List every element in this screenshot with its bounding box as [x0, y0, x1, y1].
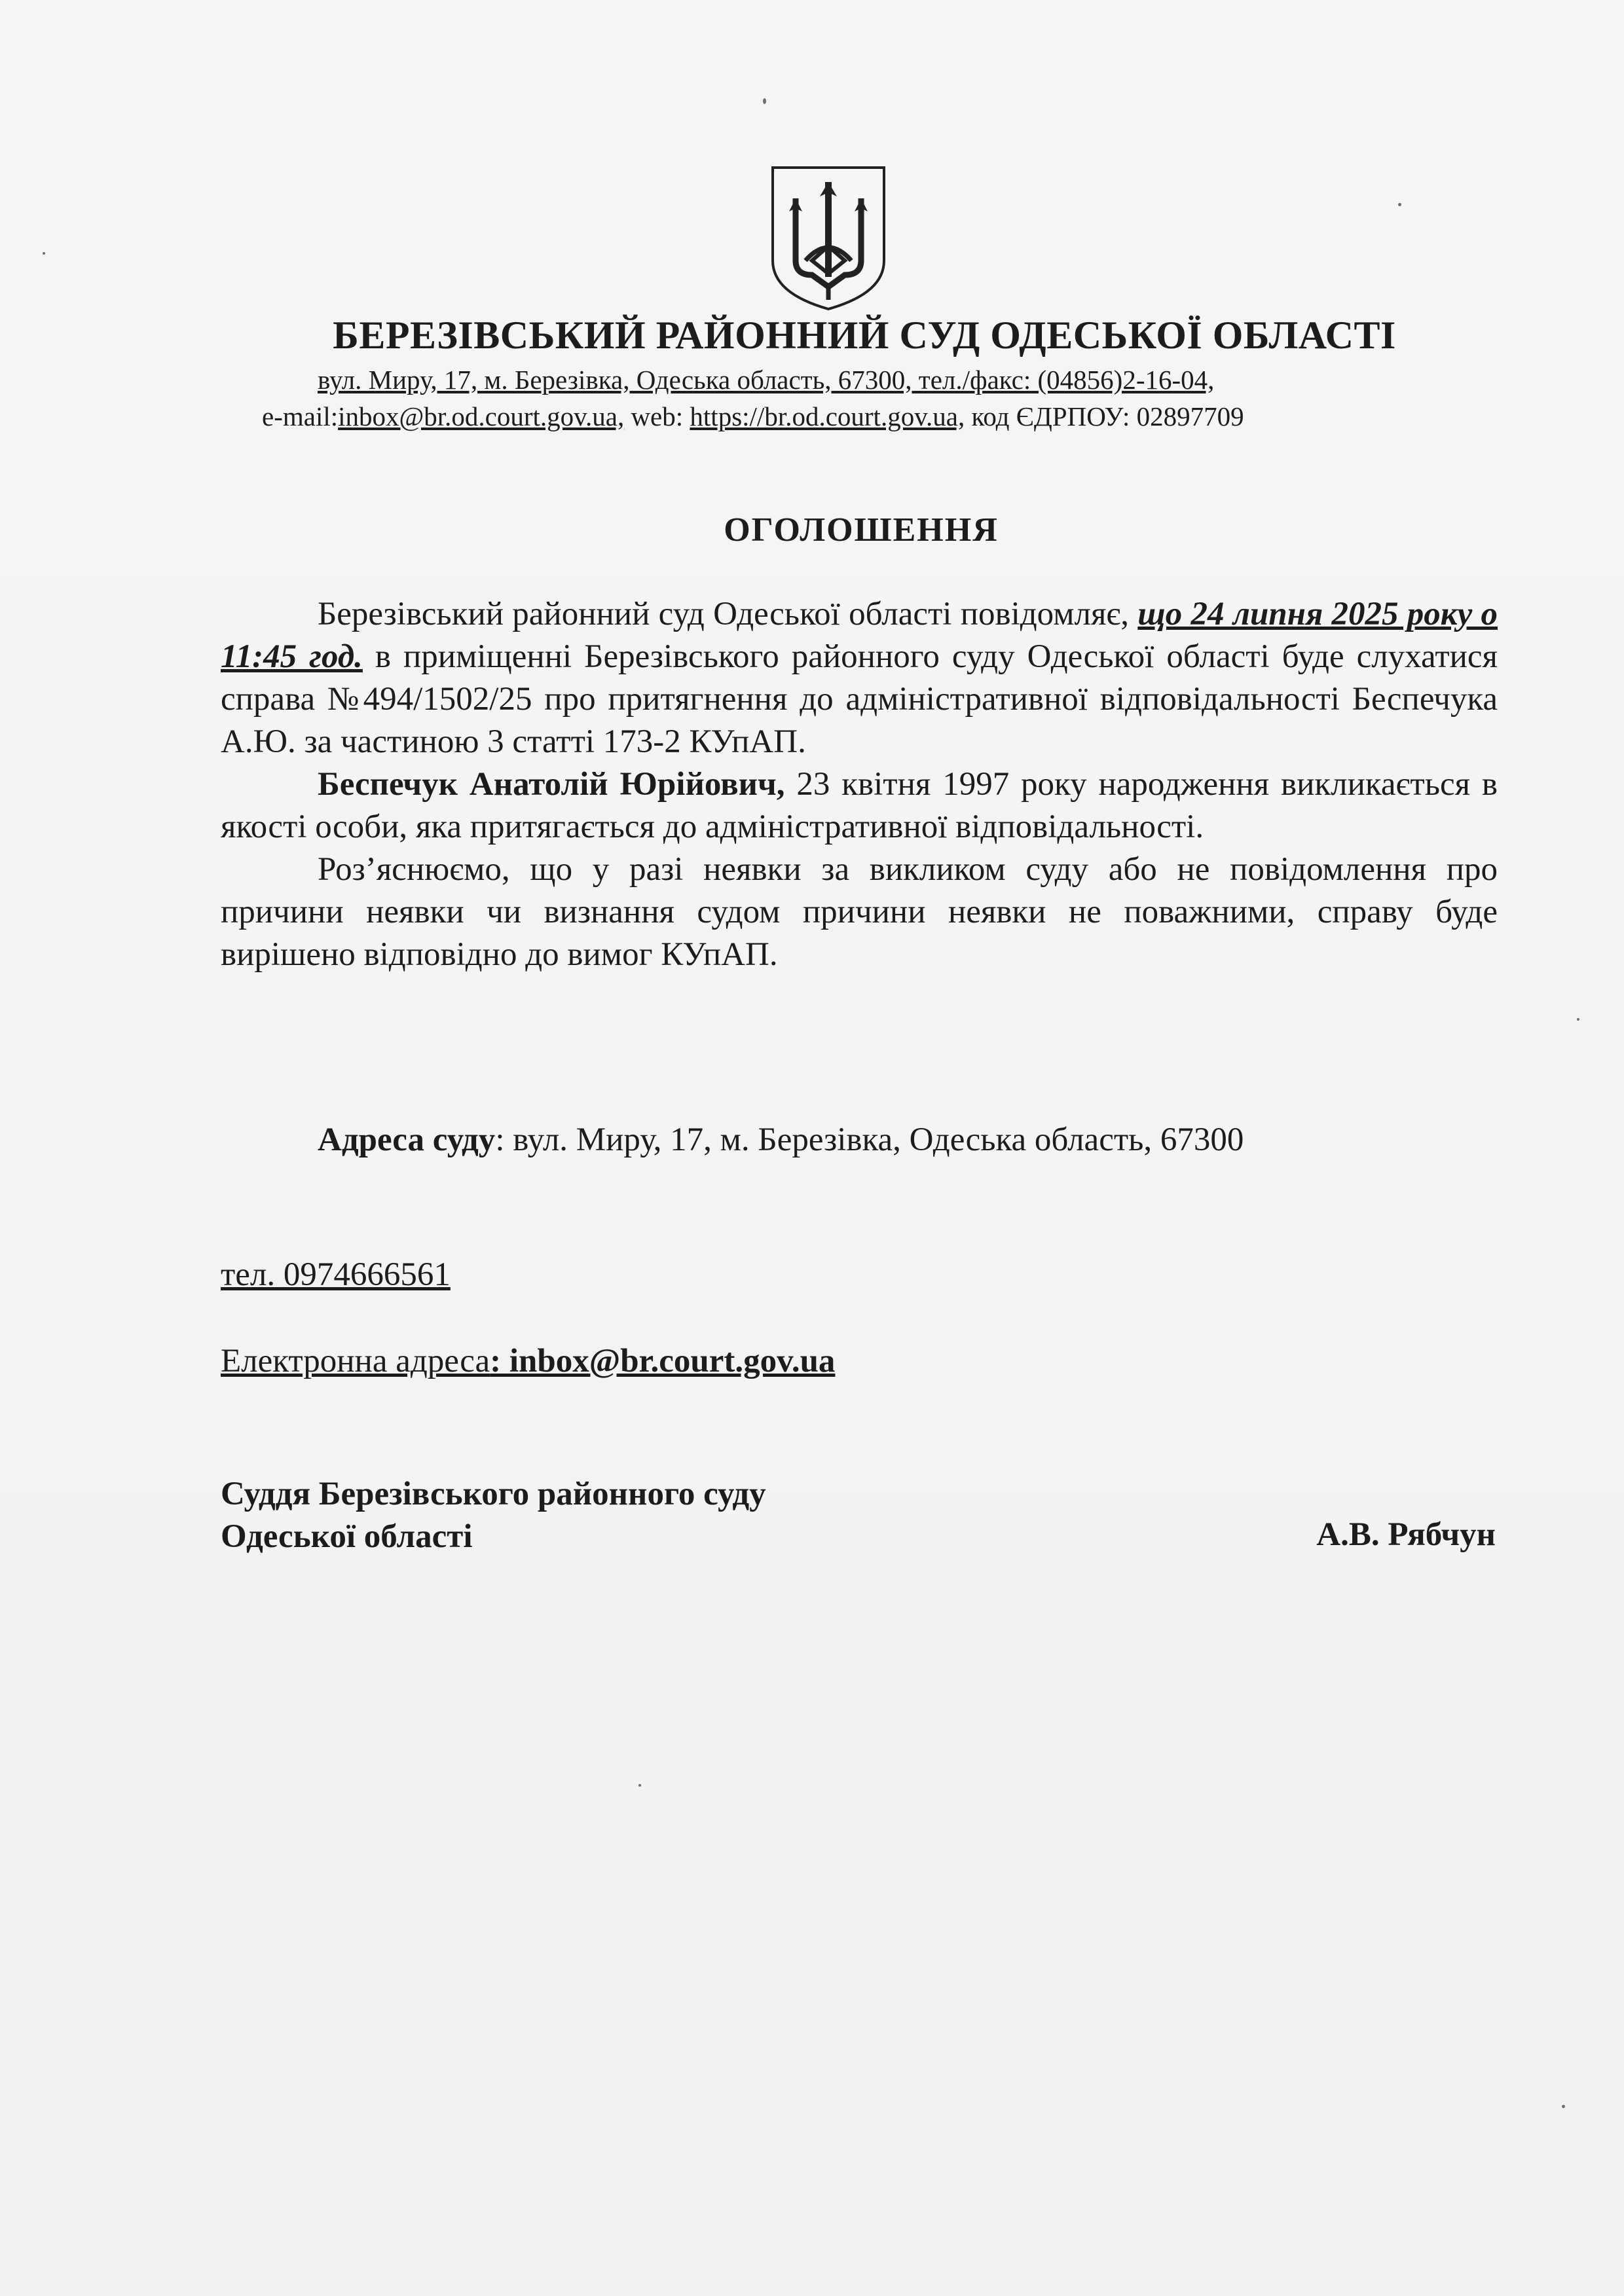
court-name-heading: БЕРЕЗІВСЬКИЙ РАЙОННИЙ СУД ОДЕСЬКОЇ ОБЛАСТІ: [333, 314, 1396, 357]
phone-number[interactable]: тел. 0974666561: [221, 1256, 451, 1293]
scan-speck: [1577, 1018, 1579, 1021]
summoned-person-name: Беспечук Анатолій Юрійович,: [318, 766, 785, 803]
scan-speck: [763, 98, 766, 104]
document-title: ОГОЛОШЕННЯ: [724, 511, 999, 549]
trident-coat-of-arms-icon: [766, 162, 891, 313]
judge-position-line-1: Суддя Березівського районного суду: [221, 1476, 766, 1512]
hearing-lead: Березівський районний суд Одеської області повідомляє,: [318, 596, 1138, 632]
email-address-value[interactable]: : inbox@br.court.gov.ua: [490, 1343, 836, 1379]
edrpou-code: код ЄДРПОУ: 02897709: [965, 401, 1244, 431]
court-address-line: вул. Миру, 17, м. Березівка, Одеська область, 67300, тел./факс: (04856)2-16-04,: [318, 365, 1215, 395]
court-address-statement: [318, 1121, 1244, 1159]
hearing-details: в приміщенні Березівського районного суду Одеської області буде слухатися справа №494/1502/25 про притягнення до адміністративної відповідальності Беспечука А.Ю. за частиною 3 статті 173-2 КУпАП.: [221, 638, 1498, 760]
scan-speck: [638, 1784, 641, 1787]
hearing-date: що 24 липня 2025 року о 11:45 год.: [221, 596, 1498, 675]
scan-speck: [1398, 203, 1401, 206]
email-link[interactable]: inbox@br.od.court.gov.ua,: [338, 401, 625, 431]
summoned-person-paragraph: [221, 763, 1498, 848]
announcement-body: [221, 593, 1498, 976]
hearing-paragraph: [221, 593, 1498, 763]
warning-paragraph: Роз’яснюємо, що у разі неявки за викликом суду або не повідомлення про причини неявки чи визнання судом причини неявки не поважними, справу буде вирішено відповідно до вимог КУпАП.: [221, 851, 1498, 973]
judge-position-line-2: Одеської області: [221, 1518, 473, 1555]
court-address-label: Адреса суду: [318, 1121, 496, 1158]
web-label: web:: [624, 401, 690, 431]
judge-name: А.В. Рябчун: [1316, 1516, 1496, 1553]
web-link[interactable]: https://br.od.court.gov.ua,: [690, 401, 965, 431]
court-address-value: : вул. Миру, 17, м. Березівка, Одеська область, 67300: [495, 1121, 1244, 1158]
email-address-label: Електронна адреса: [221, 1343, 490, 1379]
email-label: e-mail:: [262, 401, 339, 431]
scan-speck: [43, 252, 45, 255]
scan-speck: [1562, 2105, 1565, 2108]
judge-position: [221, 1473, 766, 1558]
email-address-line: [221, 1342, 835, 1380]
summoned-person-details: 23 квітня 1997 року народження викликається в якості особи, яка притягається до адміністративної відповідальності.: [221, 766, 1498, 845]
court-contacts-line: [262, 401, 1244, 432]
